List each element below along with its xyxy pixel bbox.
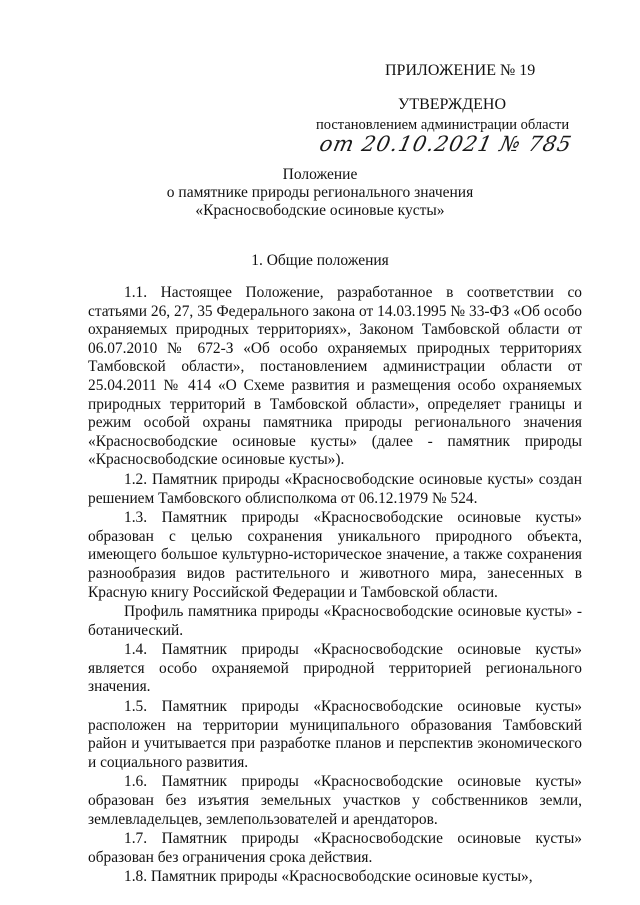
section-heading: 1. Общие положения xyxy=(251,252,389,269)
appendix-number: ПРИЛОЖЕНИЕ № 19 xyxy=(385,62,536,79)
paragraph-1-8: 1.8. Памятник природы «Красносвободские осиновые кусты», xyxy=(124,868,533,886)
approved-stamp-text: УТВЕРЖДЕНО xyxy=(398,96,507,113)
paragraph-1-5: 1.5. Памятник природы «Красносвободские осиновые кусты» расположен на территории муниципального образования Тамбовский район и учитывается при разработке планов и перспектив экономического и социального развития. xyxy=(88,698,582,771)
paragraph-1-1: 1.1. Настоящее Положение, разработанное в соответствии со статьями 26, 27, 35 Федерального закона от 14.03.1995 № 33-ФЗ «Об особо охраняемых природных территориях», Законом Тамбовской области от 06.07.2010 № 672-З «Об особо охраняемых природных территориях Тамбовской области», постановлением администрации области от 25.04.2011 № 414 «О Схеме развития и размещения особо охраняемых природных территорий в Тамбовской области», определяет границы и режим особой охраны памятника природы регионального значения «Красносвободские осиновые кусты» (далее - памятник природы «Красносвободские осиновые кусты»). xyxy=(88,284,582,469)
document-object-name: «Красносвободские осиновые кусты» xyxy=(195,202,445,219)
handwritten-date-number: от 20.10.2021 № 785 xyxy=(317,132,575,156)
document-title: Положение xyxy=(282,166,358,183)
document-body xyxy=(88,284,582,887)
decree-reference: постановлением администрации области xyxy=(316,117,570,133)
paragraph-1-7: 1.7. Памятник природы «Красносвободские осиновые кусты» образован без ограничения срока действия. xyxy=(88,830,582,866)
paragraph-profile: Профиль памятника природы «Красносвободские осиновые кусты» - ботанический. xyxy=(88,603,582,639)
paragraph-1-3: 1.3. Памятник природы «Красносвободские осиновые кусты» образован с целью сохранения уникального природного объекта, имеющего большое культурно-историческое значение, а также сохранения разнообразия видов растительного и животного мира, занесенных в Красную книгу Российской Федерации и Тамбовской области. xyxy=(88,509,582,601)
paragraph-1-2: 1.2. Памятник природы «Красносвободские осиновые кусты» создан решением Тамбовского облисполкома от 06.12.1979 № 524. xyxy=(88,470,582,507)
document-subtitle: о памятнике природы регионального значения xyxy=(166,184,474,201)
paragraph-1-4: 1.4. Памятник природы «Красносвободские осиновые кусты» является особо охраняемой природной территорией регионального значения. xyxy=(88,641,582,696)
paragraph-1-6: 1.6. Памятник природы «Красносвободские осиновые кусты» образован без изъятия земельных участков у собственников земли, землевладельцев, землепользователей и арендаторов. xyxy=(88,773,582,828)
